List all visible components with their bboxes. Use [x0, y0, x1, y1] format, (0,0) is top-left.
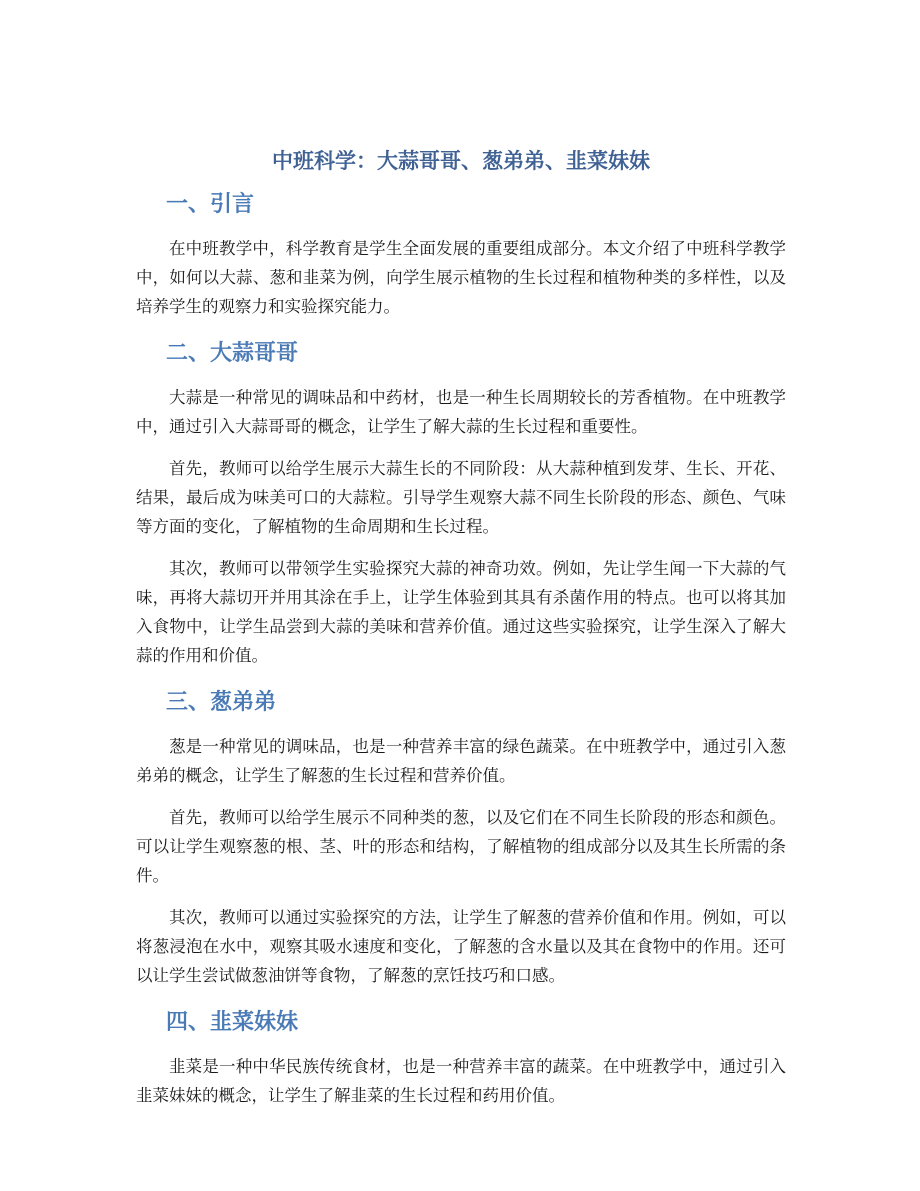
paragraph: 葱是一种常见的调味品，也是一种营养丰富的绿色蔬菜。在中班教学中，通过引入葱弟弟的概念，让学生了解葱的生长过程和营养价值。	[136, 737, 786, 785]
paragraph: 大蒜是一种常见的调味品和中药材，也是一种生长周期较长的芳香植物。在中班教学中，通过引入大蒜哥哥的概念，让学生了解大蒜的生长过程和重要性。	[136, 388, 786, 436]
paragraph: 韭菜是一种中华民族传统食材，也是一种营养丰富的蔬菜。在中班教学中，通过引入韭菜妹妹的概念，让学生了解韭菜的生长过程和药用价值。	[136, 1057, 786, 1105]
section-scallion	[136, 686, 786, 990]
section-heading: 二、大蒜哥哥	[166, 341, 299, 366]
paragraph: 其次，教师可以通过实验探究的方法，让学生了解葱的营养价值和作用。例如，可以将葱浸泡在水中，观察其吸水速度和变化，了解葱的含水量以及其在食物中的作用。还可以让学生尝试做葱油饼等食物，了解葱的烹饪技巧和口感。	[136, 908, 786, 985]
section-heading: 一、引言	[166, 192, 255, 217]
document-body	[136, 144, 786, 1123]
paragraph: 首先，教师可以给学生展示不同种类的葱，以及它们在不同生长阶段的形态和颜色。可以让学生观察葱的根、茎、叶的形态和结构，了解植物的组成部分以及其生长所需的条件。	[136, 808, 786, 885]
section-garlic	[136, 337, 786, 670]
paragraph: 首先，教师可以给学生展示大蒜生长的不同阶段：从大蒜种植到发芽、生长、开花、结果，最后成为味美可口的大蒜粒。引导学生观察大蒜不同生长阶段的形态、颜色、气味等方面的变化，了解植物的生命周期和生长过程。	[136, 459, 786, 536]
paragraph: 其次，教师可以带领学生实验探究大蒜的神奇功效。例如，先让学生闻一下大蒜的气味，再将大蒜切开并用其涂在手上，让学生体验到其具有杀菌作用的特点。也可以将其加入食物中，让学生品尝到大蒜的美味和营养价值。通过这些实验探究，让学生深入了解大蒜的作用和价值。	[136, 559, 786, 665]
section-introduction	[136, 188, 786, 321]
paragraph: 在中班教学中，科学教育是学生全面发展的重要组成部分。本文介绍了中班科学教学中，如何以大蒜、葱和韭菜为例，向学生展示植物的生长过程和植物种类的多样性，以及培养学生的观察力和实验探究能力。	[136, 239, 786, 316]
document-title: 中班科学：大蒜哥哥、葱弟弟、韭菜妹妹	[272, 149, 650, 173]
section-heading: 四、韭菜妹妹	[166, 1010, 299, 1035]
section-heading: 三、葱弟弟	[166, 690, 277, 715]
section-chives	[136, 1006, 786, 1110]
